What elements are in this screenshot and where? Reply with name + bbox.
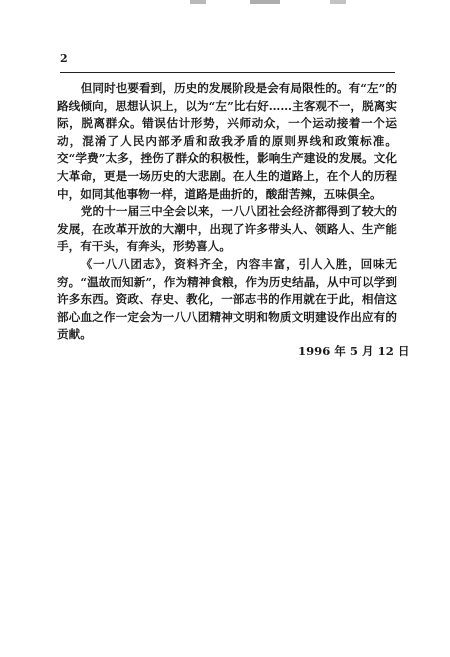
- paragraph-3: 《一八八团志》，资料齐全，内容丰富，引人入胜，回味无穷。“温故而知新”，作为精神食粮，作为历史结晶，从中可以学到许多东西。资政、存史、教化，一部志书的作用就在于此，相信这部心血之作一定会为一八八团精神文明和物质文明建设作出应有的贡献。: [57, 256, 397, 342]
- body-text: [57, 80, 397, 344]
- header-rule: [60, 72, 395, 73]
- scan-edge-mark: [190, 0, 390, 4]
- paragraph-2: 党的十一届三中全会以来，一八八团社会经济都得到了较大的发展，在改革开放的大潮中，出现了许多带头人、领路人、生产能手，有干头，有奔头，形势喜人。: [57, 204, 397, 254]
- paragraph-1: 但同时也要看到，历史的发展阶段是会有局限性的。有“左”的路线倾向，思想认识上，以为“左”比右好……主客观不一，脱离实际，脱离群众。错误估计形势，兴师动众，一个运动接着一个运动，混淆了人民内部矛盾和敌我矛盾的原则界线和政策标准。交“学费”太多，挫伤了群众的积极性，影响生产建设的发展。文化大革命，更是一场历史的大悲剧。在人生的道路上，在个人的历程中，如同其他事物一样，道路是曲折的，酸甜苦辣，五味俱全。: [57, 81, 397, 201]
- page-number: 2: [60, 52, 68, 65]
- signature-date: 1996 年 5 月 12 日: [298, 344, 410, 358]
